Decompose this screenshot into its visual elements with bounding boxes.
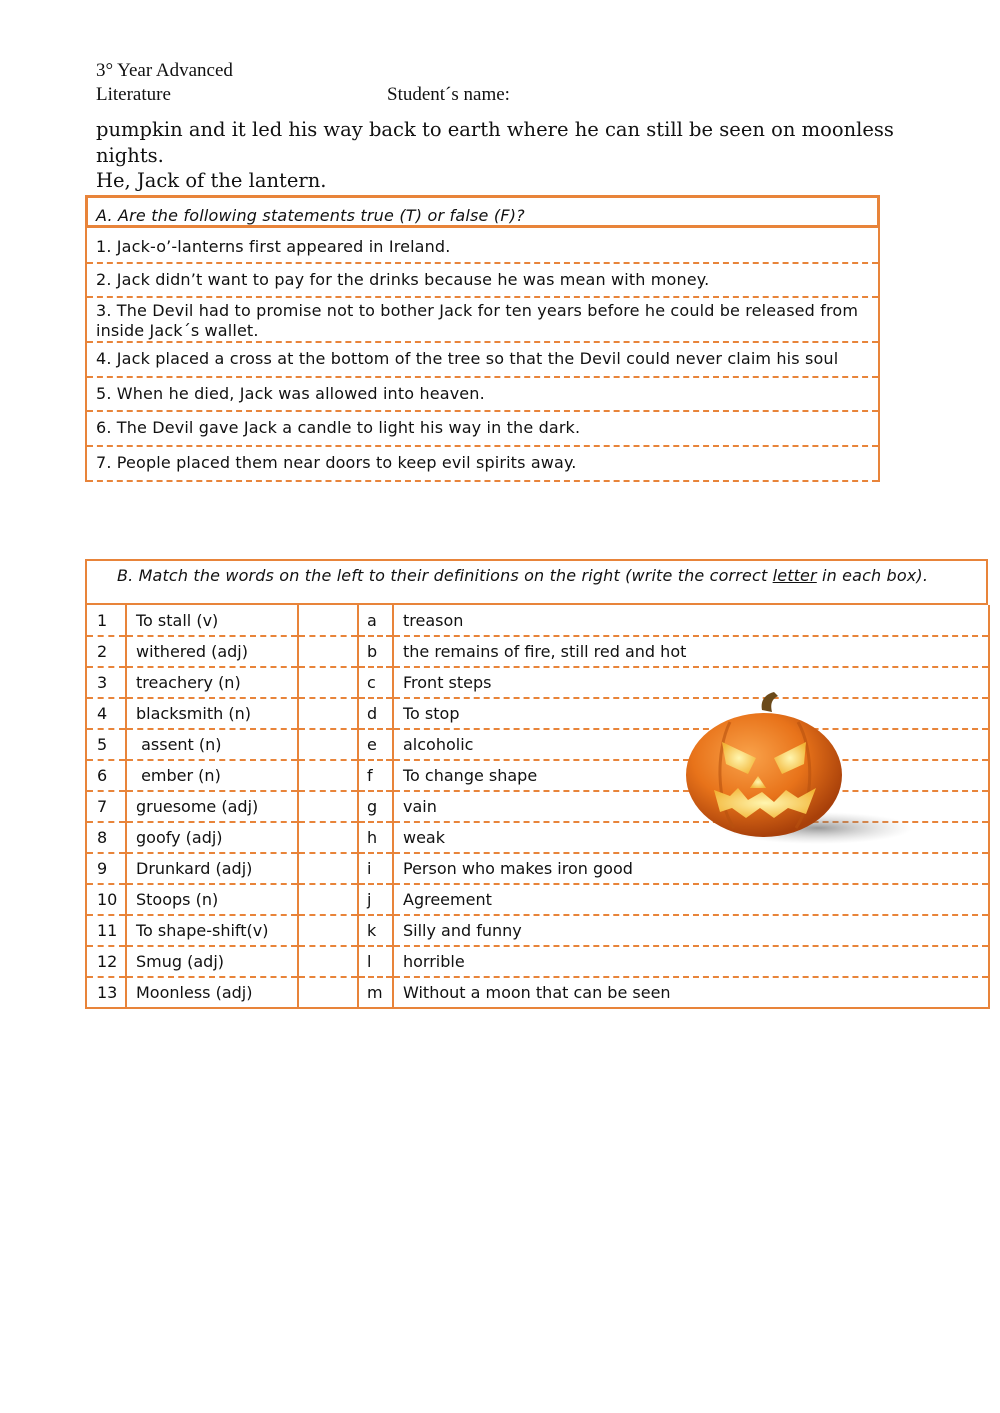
- statement-row[interactable]: 2. Jack didn’t want to pay for the drinks because he was mean with money.: [87, 264, 878, 298]
- item-number: 5: [86, 729, 126, 760]
- true-false-section: [85, 195, 880, 482]
- word-cell: Moonless (adj): [126, 977, 298, 1008]
- item-number: 7: [86, 791, 126, 822]
- definition-letter: b: [358, 636, 393, 667]
- answer-box[interactable]: [298, 636, 358, 667]
- definition-cell: Agreement: [393, 884, 989, 915]
- statement-row[interactable]: 1. Jack-o’-lanterns first appeared in Ireland.: [87, 228, 878, 264]
- item-number: 11: [86, 915, 126, 946]
- definition-cell: the remains of fire, still red and hot: [393, 636, 989, 667]
- definition-letter: d: [358, 698, 393, 729]
- definition-letter: e: [358, 729, 393, 760]
- answer-box[interactable]: [298, 698, 358, 729]
- word-cell: Drunkard (adj): [126, 853, 298, 884]
- word-cell: blacksmith (n): [126, 698, 298, 729]
- student-name-label: Student´s name:: [387, 84, 510, 105]
- item-number: 1: [86, 605, 126, 636]
- statement-row[interactable]: 7. People placed them near doors to keep evil spirits away.: [87, 447, 878, 482]
- item-number: 2: [86, 636, 126, 667]
- word-cell: goofy (adj): [126, 822, 298, 853]
- statement-row[interactable]: 4. Jack placed a cross at the bottom of the tree so that the Devil could never claim his soul: [87, 343, 878, 378]
- answer-box[interactable]: [298, 946, 358, 977]
- answer-box[interactable]: [298, 977, 358, 1008]
- definition-cell: weak: [393, 822, 989, 853]
- word-cell: assent (n): [126, 729, 298, 760]
- answer-box[interactable]: [298, 729, 358, 760]
- definition-cell: To stop: [393, 698, 989, 729]
- answer-box[interactable]: [298, 915, 358, 946]
- matching-question-emphasis: letter: [772, 566, 817, 585]
- word-cell: gruesome (adj): [126, 791, 298, 822]
- answer-box[interactable]: [298, 667, 358, 698]
- matching-row: [86, 605, 989, 636]
- answer-box[interactable]: [298, 760, 358, 791]
- item-number: 13: [86, 977, 126, 1008]
- definition-cell: alcoholic: [393, 729, 989, 760]
- matching-question: [85, 559, 988, 605]
- matching-row: [86, 977, 989, 1008]
- story-excerpt: [96, 117, 956, 194]
- item-number: 8: [86, 822, 126, 853]
- word-cell: Smug (adj): [126, 946, 298, 977]
- word-cell: withered (adj): [126, 636, 298, 667]
- definition-cell: horrible: [393, 946, 989, 977]
- definition-letter: i: [358, 853, 393, 884]
- definition-letter: j: [358, 884, 393, 915]
- word-cell: ember (n): [126, 760, 298, 791]
- answer-box[interactable]: [298, 822, 358, 853]
- definition-letter: m: [358, 977, 393, 1008]
- statement-row[interactable]: 5. When he died, Jack was allowed into heaven.: [87, 378, 878, 412]
- subject-label: Literature: [96, 84, 171, 105]
- definition-letter: c: [358, 667, 393, 698]
- statement-row[interactable]: 6. The Devil gave Jack a candle to light his way in the dark.: [87, 412, 878, 447]
- definition-letter: k: [358, 915, 393, 946]
- item-number: 9: [86, 853, 126, 884]
- item-number: 10: [86, 884, 126, 915]
- definition-letter: f: [358, 760, 393, 791]
- subject-line: [96, 84, 510, 106]
- definition-cell: To change shape: [393, 760, 989, 791]
- word-cell: To stall (v): [126, 605, 298, 636]
- matching-row: [86, 853, 989, 884]
- item-number: 4: [86, 698, 126, 729]
- word-cell: To shape-shift(v): [126, 915, 298, 946]
- definition-letter: h: [358, 822, 393, 853]
- item-number: 3: [86, 667, 126, 698]
- definition-cell: Front steps: [393, 667, 989, 698]
- statement-list: [85, 228, 880, 482]
- word-cell: Stoops (n): [126, 884, 298, 915]
- matching-question-text: B. Match the words on the left to their definitions on the right (write the correct: [117, 566, 773, 585]
- true-false-question: A. Are the following statements true (T) or false (F)?: [85, 195, 880, 228]
- matching-question-text-end: in each box).: [816, 566, 929, 585]
- answer-box[interactable]: [298, 853, 358, 884]
- matching-row: [86, 636, 989, 667]
- story-line: He, Jack of the lantern.: [96, 169, 327, 192]
- definition-cell: treason: [393, 605, 989, 636]
- jack-o-lantern-icon: [678, 690, 918, 850]
- definition-cell: Silly and funny: [393, 915, 989, 946]
- course-title: 3° Year Advanced: [96, 60, 233, 81]
- definition-cell: Without a moon that can be seen: [393, 977, 989, 1008]
- definition-cell: vain: [393, 791, 989, 822]
- statement-row[interactable]: 3. The Devil had to promise not to bother Jack for ten years before he could be released from inside Jack´s wallet.: [87, 298, 878, 343]
- item-number: 6: [86, 760, 126, 791]
- matching-row: [86, 946, 989, 977]
- word-cell: treachery (n): [126, 667, 298, 698]
- item-number: 12: [86, 946, 126, 977]
- definition-letter: l: [358, 946, 393, 977]
- answer-box[interactable]: [298, 884, 358, 915]
- definition-letter: a: [358, 605, 393, 636]
- answer-box[interactable]: [298, 605, 358, 636]
- story-line: pumpkin and it led his way back to earth where he can still be seen on moonless nights.: [96, 118, 894, 167]
- definition-letter: g: [358, 791, 393, 822]
- definition-cell: Person who makes iron good: [393, 853, 989, 884]
- matching-row: [86, 884, 989, 915]
- answer-box[interactable]: [298, 791, 358, 822]
- matching-row: [86, 915, 989, 946]
